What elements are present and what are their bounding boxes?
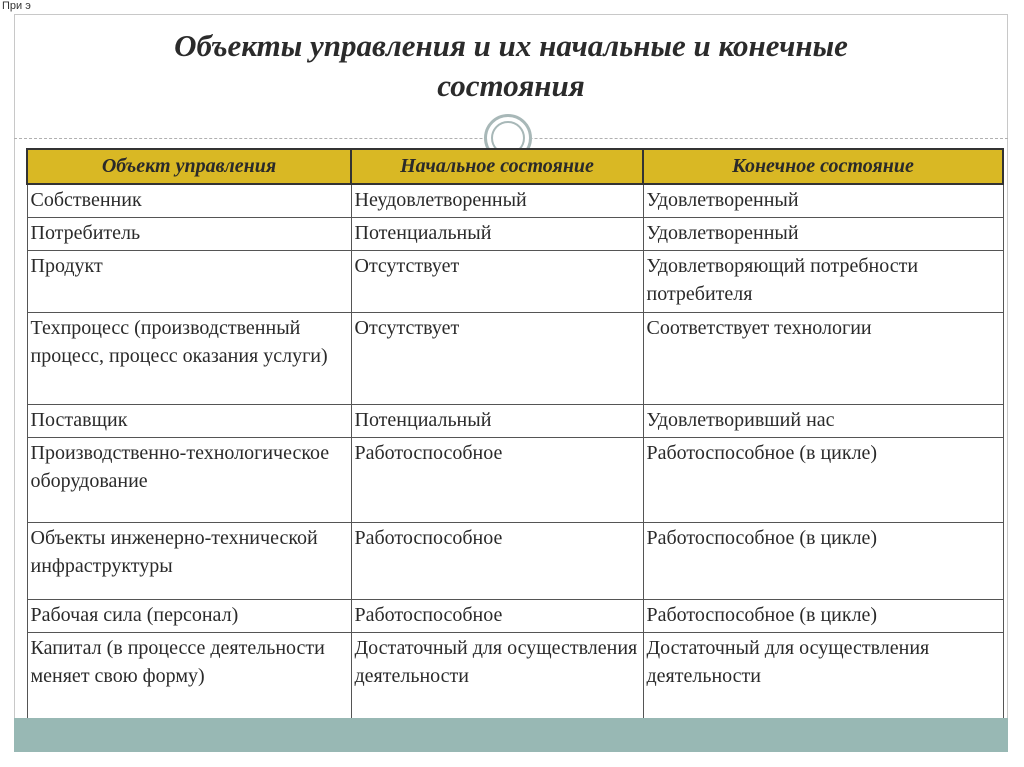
cell-object: Капитал (в процессе деятельности меняет свою форму) <box>27 632 351 718</box>
table-row <box>27 250 1003 312</box>
cell-initial: Работоспособное <box>351 437 643 522</box>
cell-object: Потребитель <box>27 217 351 250</box>
cell-final: Удовлетворяющий потребности потребителя <box>643 250 1003 312</box>
cell-initial: Потенциальный <box>351 217 643 250</box>
table-row <box>27 312 1003 404</box>
table-row <box>27 184 1003 217</box>
cell-object: Поставщик <box>27 404 351 437</box>
cell-object: Объекты инженерно-технической инфраструктуры <box>27 522 351 599</box>
cell-object: Производственно-технологическое оборудование <box>27 437 351 522</box>
table-row <box>27 437 1003 522</box>
table-row <box>27 217 1003 250</box>
cell-final: Достаточный для осуществления деятельности <box>643 632 1003 718</box>
cell-initial: Потенциальный <box>351 404 643 437</box>
bottom-bar <box>14 718 1008 752</box>
table-row <box>27 599 1003 632</box>
cell-object: Продукт <box>27 250 351 312</box>
cell-final: Работоспособное (в цикле) <box>643 522 1003 599</box>
cell-final: Соответствует технологии <box>643 312 1003 404</box>
cell-final: Работоспособное (в цикле) <box>643 437 1003 522</box>
cell-initial: Отсутствует <box>351 312 643 404</box>
cell-final: Удовлетворенный <box>643 184 1003 217</box>
cell-initial: Достаточный для осуществления деятельности <box>351 632 643 718</box>
states-table <box>26 148 1004 719</box>
cell-object: Собственник <box>27 184 351 217</box>
header-object: Объект управления <box>27 149 351 184</box>
title-line-1: Объекты управления и их начальные и конечные <box>174 28 848 63</box>
header-initial-state: Начальное состояние <box>351 149 643 184</box>
cell-initial: Работоспособное <box>351 522 643 599</box>
table-row <box>27 632 1003 718</box>
title-line-2: состояния <box>437 68 585 103</box>
corner-label: При э <box>2 0 31 12</box>
cell-final: Работоспособное (в цикле) <box>643 599 1003 632</box>
cell-initial: Отсутствует <box>351 250 643 312</box>
cell-initial: Неудовлетворенный <box>351 184 643 217</box>
cell-object: Рабочая сила (персонал) <box>27 599 351 632</box>
cell-final: Удовлетворенный <box>643 217 1003 250</box>
cell-final: Удовлетворивший нас <box>643 404 1003 437</box>
table-row <box>27 522 1003 599</box>
table-row <box>27 404 1003 437</box>
cell-object: Техпроцесс (производственный процесс, процесс оказания услуги) <box>27 312 351 404</box>
table-header-row <box>27 149 1003 184</box>
cell-initial: Работоспособное <box>351 599 643 632</box>
header-final-state: Конечное состояние <box>643 149 1003 184</box>
slide-title <box>14 26 1008 106</box>
